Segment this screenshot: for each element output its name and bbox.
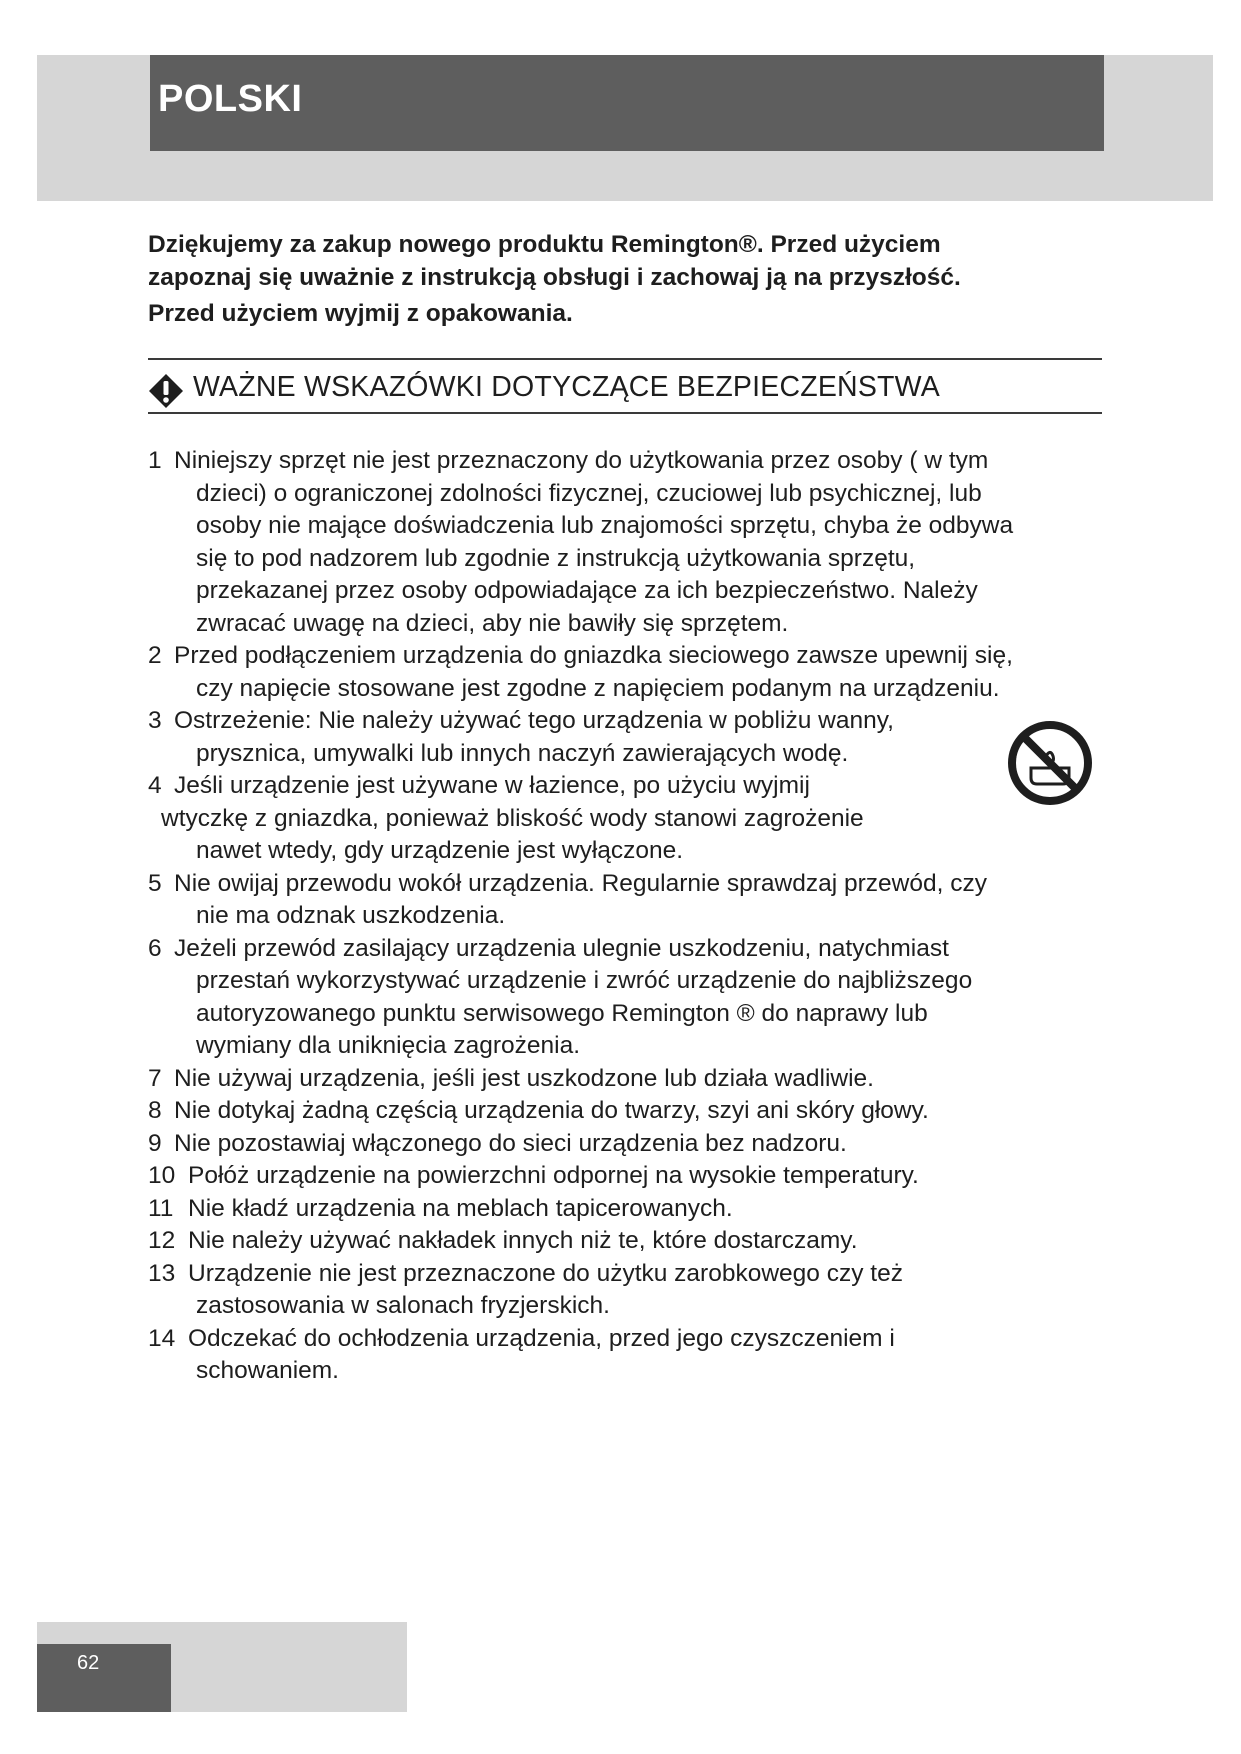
item-text-line: przestań wykorzystywać urządzenie i zwróć urządzenie do najbliższego [196, 967, 973, 994]
item-text-line: Jeśli urządzenie jest używane w łazience, po użyciu wyjmij [174, 772, 810, 799]
item-number: 12 [148, 1227, 176, 1254]
section-rule-top [148, 358, 1102, 360]
item-text-line: Nie dotykaj żadną częścią urządzenia do twarzy, szyi ani skóry głowy. [174, 1097, 929, 1124]
item-text-line: wymiany dla uniknięcia zagrożenia. [196, 1032, 581, 1059]
item-text-line: się to pod nadzorem lub zgodnie z instrukcją użytkowania sprzętu, [196, 544, 916, 572]
safety-list-item [148, 640, 1108, 705]
safety-list-item [148, 933, 1108, 1063]
item-text-line: Połóż urządzenie na powierzchni odpornej na wysokie temperatury. [188, 1162, 919, 1189]
item-text-line: czy napięcie stosowane jest zgodne z napięciem podanym na urządzeniu. [196, 674, 1000, 702]
item-number: 4 [148, 772, 162, 799]
item-number: 1 [148, 447, 162, 474]
safety-list-item [148, 705, 1108, 770]
item-number: 13 [148, 1259, 176, 1287]
no-water-bathtub-icon [1005, 718, 1095, 808]
item-text-line: Ostrzeżenie: Nie należy używać tego urządzenia w pobliżu wanny, [174, 707, 894, 734]
item-number: 3 [148, 707, 162, 734]
item-number: 7 [148, 1064, 162, 1092]
item-text-line: Nie kładź urządzenia na meblach tapicerowanych. [188, 1194, 733, 1222]
item-text-line: zwracać uwagę na dzieci, aby nie bawiły się sprzętem. [196, 609, 789, 637]
intro-line: Dziękujemy za zakup nowego produktu Remington®. Przed użyciem [148, 231, 941, 258]
safety-list-item [148, 1323, 1108, 1388]
item-text-line: Nie używaj urządzenia, jeśli jest uszkodzone lub działa wadliwie. [174, 1064, 874, 1092]
language-title: POLSKI [158, 78, 303, 120]
safety-list-item [148, 1225, 1108, 1258]
safety-list-item [148, 1095, 1108, 1128]
page-number: 62 [77, 1652, 100, 1674]
item-text-line: Odczekać do ochłodzenia urządzenia, przed jego czyszczeniem i [188, 1324, 895, 1352]
item-text-line: Przed podłączeniem urządzenia do gniazdka sieciowego zawsze upewnij się, [174, 642, 1013, 669]
item-number: 11 [148, 1194, 174, 1222]
safety-list [148, 445, 1108, 1388]
section-title: WAŻNE WSKAZÓWKI DOTYCZĄCE BEZPIECZEŃSTWA [193, 371, 940, 403]
item-number: 2 [148, 642, 162, 669]
item-text-line: Urządzenie nie jest przeznaczone do użytku zarobkowego czy też [188, 1259, 903, 1287]
section-rule-bottom [148, 412, 1102, 414]
safety-list-item [148, 445, 1108, 640]
item-text-line: dzieci) o ograniczonej zdolności fizycznej, czuciowej lub psychicznej, lub [196, 479, 982, 507]
safety-list-item [148, 770, 1108, 868]
item-text-line: przekazanej przez osoby odpowiadające za ich bezpieczeństwo. Należy [196, 577, 978, 604]
item-text-line: wtyczkę z gniazdka, ponieważ bliskość wody stanowi zagrożenie [161, 804, 864, 832]
safety-list-item [148, 1193, 1108, 1226]
item-number: 8 [148, 1097, 162, 1124]
item-number: 9 [148, 1129, 162, 1157]
intro-line: zapoznaj się uważnie z instrukcją obsługi i zachowaj ją na przyszłość. [148, 264, 961, 291]
item-text-line: schowaniem. [196, 1357, 339, 1384]
intro-line: Przed użyciem wyjmij z opakowania. [148, 300, 573, 327]
item-text-line: Niniejszy sprzęt nie jest przeznaczony do użytkowania przez osoby ( w tym [174, 447, 989, 474]
item-text-line: nawet wtedy, gdy urządzenie jest wyłączone. [196, 837, 684, 864]
safety-list-item [148, 868, 1108, 933]
item-text-line: osoby nie mające doświadczenia lub znajomości sprzętu, chyba że odbywa [196, 512, 1014, 539]
item-text-line: Nie owijaj przewodu wokół urządzenia. Regularnie sprawdzaj przewód, czy [174, 869, 987, 897]
item-text-line: nie ma odznak uszkodzenia. [196, 902, 506, 929]
safety-list-item [148, 1258, 1108, 1323]
item-text-line: autoryzowanego punktu serwisowego Remington ® do naprawy lub [196, 999, 928, 1027]
item-number: 6 [148, 934, 162, 962]
item-text-line: Nie należy używać nakładek innych niż te, które dostarczamy. [188, 1227, 858, 1254]
page-number-box [37, 1644, 171, 1712]
item-text-line: prysznica, umywalki lub innych naczyń zawierających wodę. [196, 739, 849, 767]
item-number: 5 [148, 869, 162, 897]
warning-diamond-icon [148, 373, 184, 409]
safety-list-item [148, 1063, 1108, 1096]
safety-list-item [148, 1160, 1108, 1193]
item-text-line: zastosowania w salonach fryzjerskich. [196, 1292, 610, 1319]
item-number: 14 [148, 1324, 176, 1352]
intro-text [148, 228, 1108, 330]
item-text-line: Jeżeli przewód zasilający urządzenia ulegnie uszkodzeniu, natychmiast [174, 934, 949, 962]
safety-list-item [148, 1128, 1108, 1161]
item-text-line: Nie pozostawiaj włączonego do sieci urządzenia bez nadzoru. [174, 1129, 847, 1157]
item-number: 10 [148, 1162, 176, 1189]
